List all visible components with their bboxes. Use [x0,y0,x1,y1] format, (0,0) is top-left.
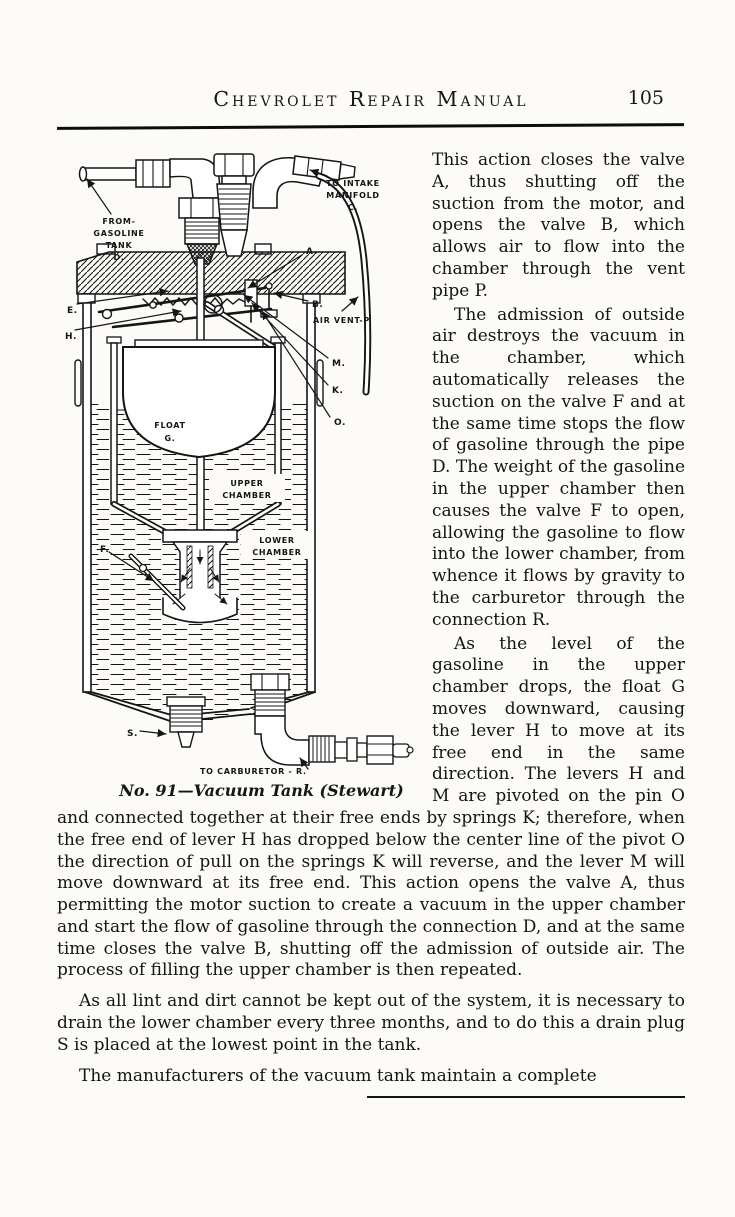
label-from-tank-3: TANK [105,241,133,250]
running-head: Chevrolet Repair Manual [213,87,529,111]
bottom-rule [367,1096,685,1098]
paragraph-1: This action closes the valve A, thus shutting off the suction from the motor, and opens the valve B, which allows air to flow into the chamber through the vent pipe P. [432,150,685,301]
paragraph-2: The admission of outside air destroys the vacuum in the chamber, which automatically releases the suction on the valve F and at the same time stops the flow of gasoline through the pipe D. The weight of the gasoline in the upper chamber then causes the valve F to open, allowing the gasoline to flow into the lower chamber, from whence it flows by gravity to the carburetor through the connection R. [432,304,685,630]
label-to-intake: TO INTAKE [326,179,380,188]
label-h: H. [65,332,77,342]
vent-fitting [214,154,254,256]
figure-vacuum-tank [57,152,432,800]
label-to-carburetor: TO CARBURETOR - R. [200,767,307,776]
label-lower-chamber-2: CHAMBER [252,548,302,557]
header-rule [57,123,684,130]
label-upper-chamber: UPPER [230,479,264,488]
label-e: E. [67,306,78,316]
label-from-tank-d: D. [113,253,125,262]
label-float: FLOAT [154,421,186,430]
label-f: F. [100,545,110,555]
label-float-g: G. [164,434,176,443]
label-m: M. [332,359,346,369]
label-k: K. [332,386,344,396]
paragraph-3: As the level of the gasoline in the upper chamber drops, the float G moves downward, causing the lever H to move at its free end in the same direction. The levers H and M are pivoted on the pin O and connected together at their free ends by springs K; therefore, when the free end of lever H has dropped below the center line of the pivot O the direction of pull on the springs K will reverse, and the lever M will move downward at its free end. This action opens the valve A, thus permitting the motor suction to create a vacuum in the upper chamber and start the flow of gasoline through the connection D, and at the same time closes the valve B, shutting off the admission of outside air. The process of filling the upper chamber is then repeated. [57,633,685,981]
figure-caption: No. 91—Vacuum Tank (Stewart) [119,781,404,800]
label-to-intake-c: C. [347,203,359,212]
label-s: S. [127,729,138,739]
label-o: O. [334,418,346,428]
vacuum-tank-diagram [57,152,432,780]
paragraph-4: As all lint and dirt cannot be kept out of the system, it is necessary to drain the lower chamber every three months, and to do this a drain plug S is placed at the lowest point in the tank. [57,991,685,1055]
label-to-intake-2: MANIFOLD [326,191,380,200]
page-header [57,86,685,114]
page-number: 105 [627,87,664,109]
label-from-tank: FROM- [102,217,136,226]
paragraph-5: The manufacturers of the vacuum tank maintain a complete [79,1065,597,1086]
label-air-vent: AIR VENT-P. [313,316,373,325]
label-lower-chamber: LOWER [259,536,295,545]
article-body [57,150,685,1098]
label-from-tank-2: GASOLINE [93,229,145,238]
label-upper-chamber-2: CHAMBER [222,491,272,500]
label-a: A. [306,247,318,257]
label-b: B. [312,300,324,310]
